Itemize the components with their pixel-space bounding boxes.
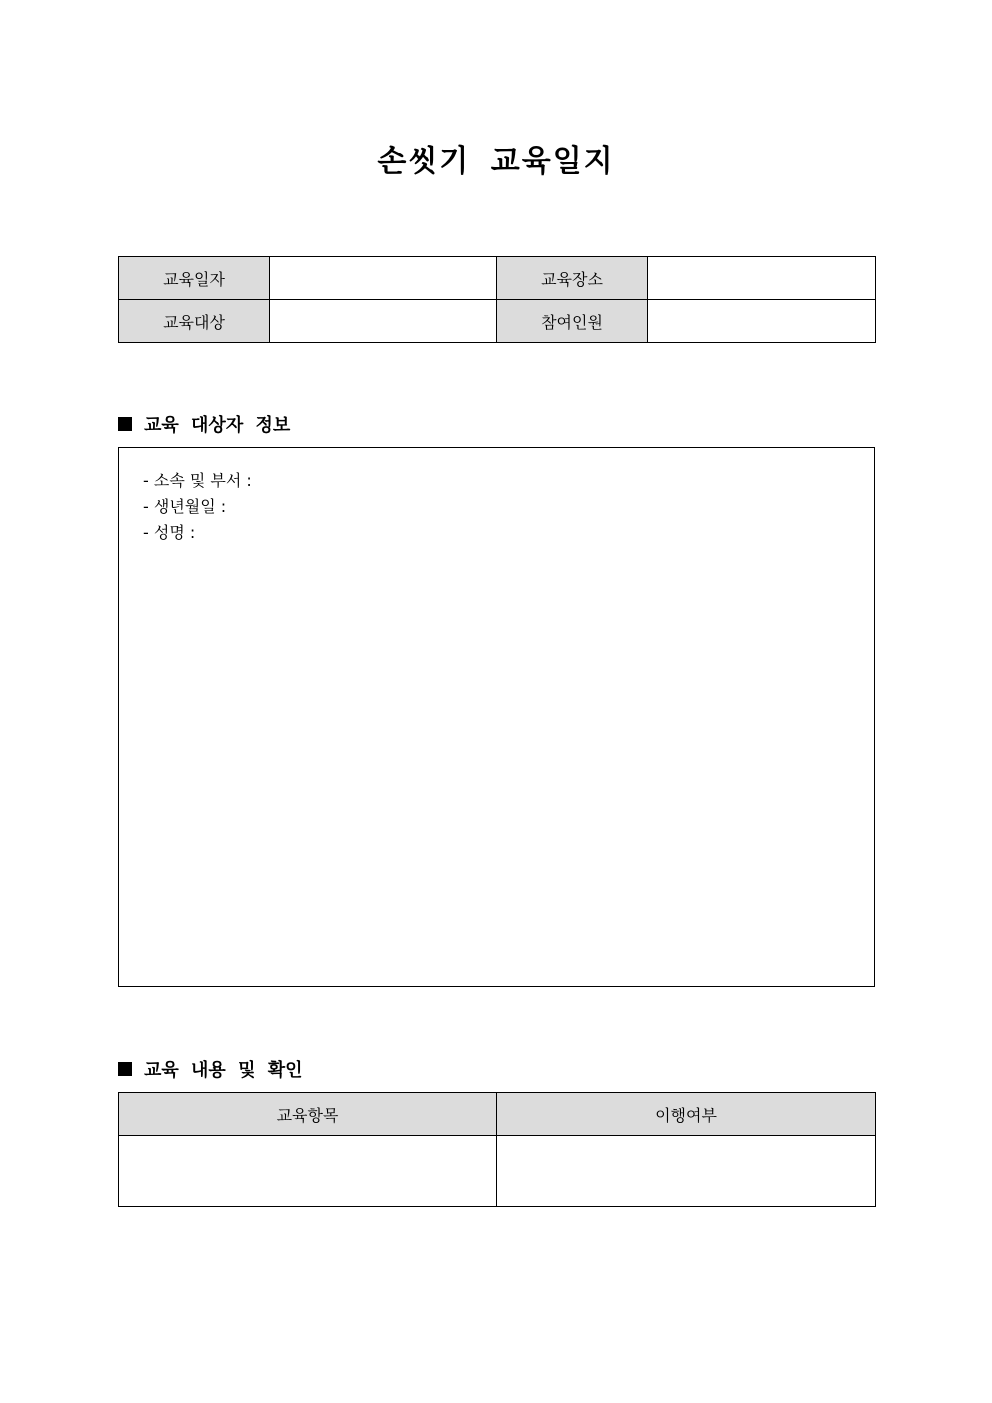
list-item-affiliation: - 소속 및 부서 : <box>143 471 252 490</box>
square-bullet-icon <box>118 1062 132 1076</box>
table-row <box>119 300 876 343</box>
table-row <box>119 257 876 300</box>
table-header-row <box>119 1093 876 1136</box>
participant-count-field[interactable] <box>648 300 876 343</box>
target-info-heading-text: 교육 대상자 정보 <box>144 415 291 436</box>
square-bullet-icon <box>118 417 132 431</box>
content-confirm-heading-text: 교육 내용 및 확인 <box>144 1060 303 1081</box>
education-place-field[interactable] <box>648 257 876 300</box>
compliance-cell[interactable] <box>497 1136 876 1207</box>
education-date-field[interactable] <box>270 257 497 300</box>
list-item-birthdate: - 생년월일 : <box>143 497 227 516</box>
education-place-label: 교육장소 <box>497 257 648 300</box>
education-target-field[interactable] <box>270 300 497 343</box>
list-item-name: - 성명 : <box>143 523 196 542</box>
education-target-label: 교육대상 <box>119 300 270 343</box>
table-row <box>119 1136 876 1207</box>
education-date-label: 교육일자 <box>119 257 270 300</box>
participant-count-label: 참여인원 <box>497 300 648 343</box>
column-header-education-item: 교육항목 <box>119 1093 497 1136</box>
column-header-compliance: 이행여부 <box>497 1093 876 1136</box>
education-item-cell[interactable] <box>119 1136 497 1207</box>
page-title: 손씻기 교육일지 <box>377 144 615 179</box>
content-confirm-heading <box>118 1056 303 1082</box>
target-info-list <box>143 468 252 546</box>
target-info-box[interactable] <box>118 447 875 987</box>
content-confirm-table <box>118 1092 876 1207</box>
target-info-heading <box>118 411 290 437</box>
education-info-table <box>118 256 876 343</box>
